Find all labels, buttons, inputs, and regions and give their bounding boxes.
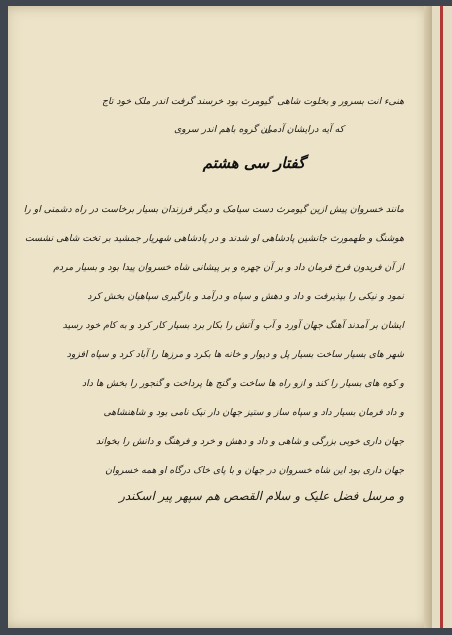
- text-line-5: ایشان بر آمدند آهنگ جهان آورد و آب و آتش را بکار برد بسیار کار کرد و به کام خود رسید: [62, 320, 404, 331]
- binding-edge: [440, 6, 443, 628]
- verse-2-left: ان گروه باهم اندر سروی: [174, 124, 270, 135]
- text-line-2: هوشنگ و طهمورث جانشین پادشاهی او شدند و در پادشاهی شهریار جمشید بر تخت شاهی نشست: [24, 233, 404, 244]
- text-line-9: جهان داری خوبی بزرگی و شاهی و داد و دهش و خرد و فرهنگ و دانش را بخواند: [96, 436, 404, 447]
- verse-2-right: که آیه درایشان آدمی: [264, 124, 344, 135]
- verse-1-right: هنیء انت بسرور و بخلوت شاهی: [277, 96, 404, 107]
- text-block: [23, 90, 404, 590]
- text-line-1: مانند خسروان پیش ازین گیومرث دست سیامک و دیگر فرزندان بسیار برخاست در راه دشمنی او را: [23, 204, 404, 215]
- verse-1-left: گیومرث بود خرسند گرفت اندر ملک خود تاج: [102, 96, 272, 107]
- text-line-10: جهان داری بود این شاه خسروان در جهان و با پای خاک درگاه او همه خسروان: [105, 465, 404, 476]
- text-line-6: شهر های بسیار ساخت بسیار پل و دیوار و خانه ها بکرد و مرزها را آباد کرد و سپاه افزود: [66, 349, 404, 360]
- page-gutter: [424, 6, 432, 628]
- text-line-4: نمود و نیکی را بپذیرفت و داد و دهش و سپاه و درآمد و بازگیری سپاهیان بخش کرد: [87, 291, 404, 302]
- section-heading: گفتار سی هشتم: [202, 154, 306, 172]
- text-line-3: از آن فریدون فرخ فرمان داد و بر آن چهره و بر پیشانی شاه خسروان پیدا بود و بسیار مردم: [53, 262, 404, 273]
- closing-line: و مرسل فضل علیک و سلام القصص هم سپهر پیر اسکندر: [119, 489, 404, 503]
- text-line-7: و کوه های بسیار را کند و ازو راه ها ساخت و گنج ها پرداخت و گنجور را بخش ها داد: [81, 378, 404, 389]
- text-line-8: و داد فرمان بسیار داد و سپاه ساز و ستیز جهان دار نیک نامی بود و شاهنشاهی: [103, 407, 404, 418]
